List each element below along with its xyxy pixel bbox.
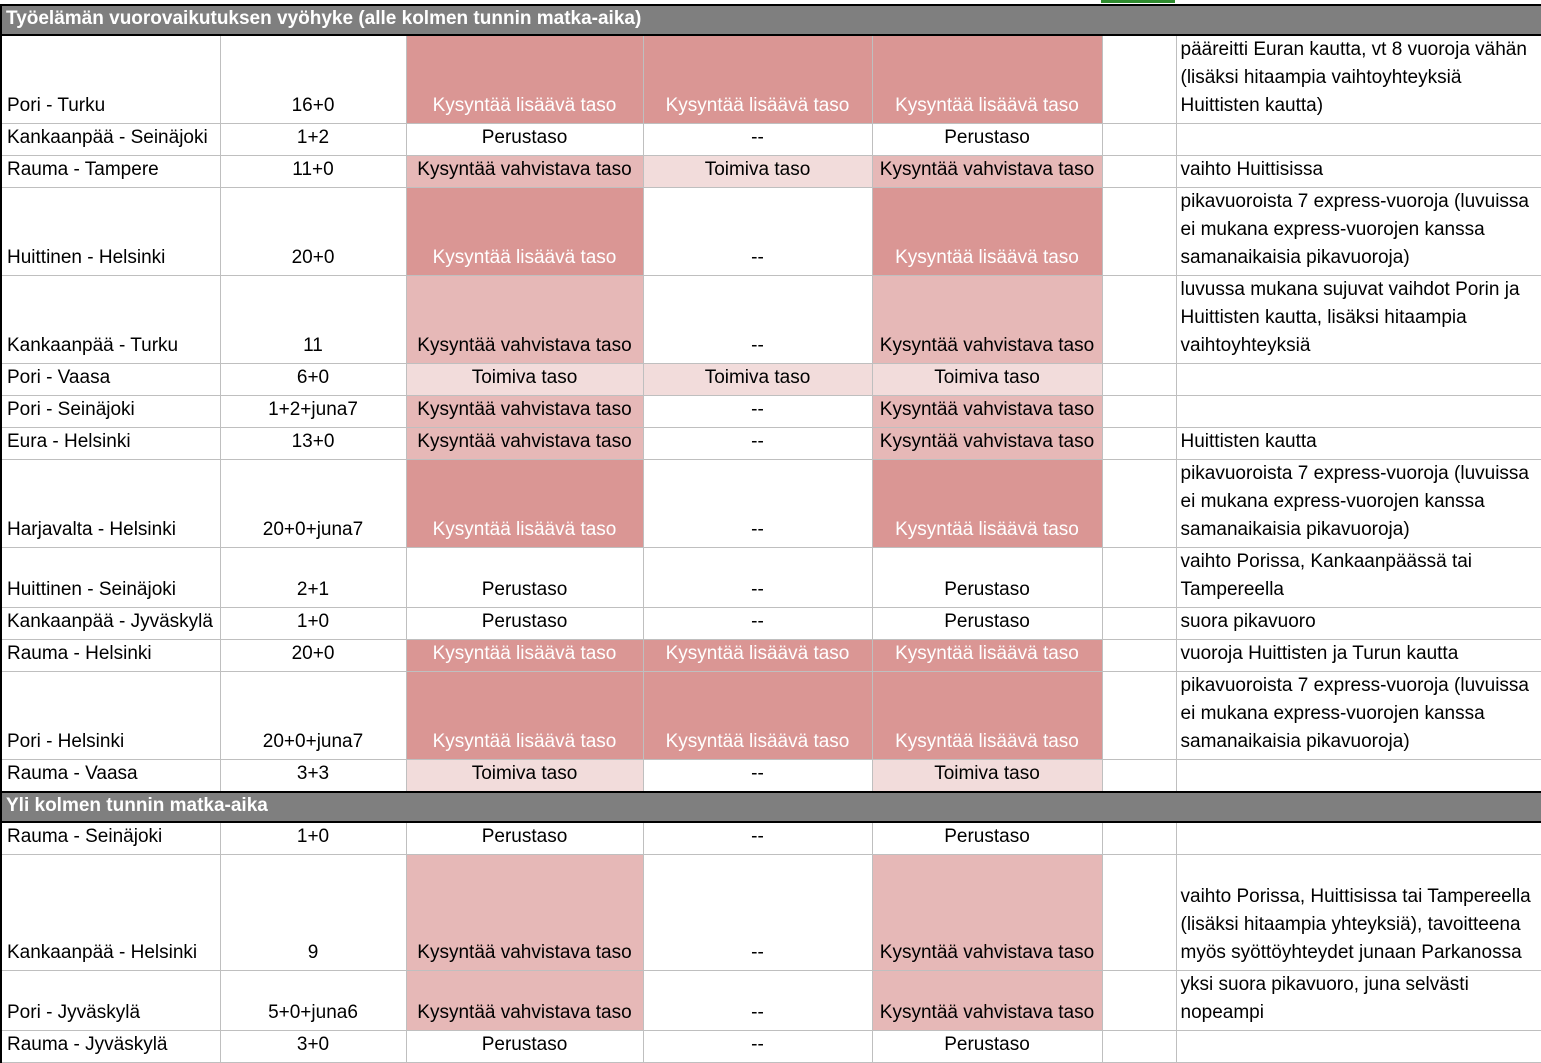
service-level-cell[interactable]: Kysyntää lisäävä taso bbox=[406, 672, 643, 760]
service-level-cell[interactable]: Kysyntää vahvistava taso bbox=[872, 396, 1102, 428]
service-level-cell[interactable]: Toimiva taso bbox=[406, 760, 643, 793]
service-level-cell[interactable]: -- bbox=[643, 608, 872, 640]
service-level-cell[interactable]: Toimiva taso bbox=[643, 364, 872, 396]
departures-count-cell[interactable]: 6+0 bbox=[220, 364, 406, 396]
service-level-cell[interactable]: Kysyntää lisäävä taso bbox=[643, 640, 872, 672]
note-cell[interactable]: vaihto Huittisissa bbox=[1176, 156, 1541, 188]
table-row bbox=[1, 35, 1541, 124]
route-cell[interactable]: Rauma - Seinäjoki bbox=[1, 822, 220, 855]
table-row bbox=[1, 156, 1541, 188]
departures-count-cell[interactable]: 1+0 bbox=[220, 822, 406, 855]
service-level-cell[interactable]: Perustaso bbox=[872, 822, 1102, 855]
empty-cell[interactable] bbox=[1102, 460, 1176, 548]
note-cell[interactable]: yksi suora pikavuoro, juna selvästi nopeampi bbox=[1176, 971, 1541, 1031]
empty-cell[interactable] bbox=[1102, 608, 1176, 640]
departures-count-cell[interactable]: 3+0 bbox=[220, 1031, 406, 1063]
empty-cell[interactable] bbox=[1102, 760, 1176, 793]
service-level-cell[interactable]: Perustaso bbox=[406, 822, 643, 855]
route-cell[interactable]: Kankaanpää - Seinäjoki bbox=[1, 124, 220, 156]
service-level-cell[interactable]: -- bbox=[643, 188, 872, 276]
service-level-cell[interactable]: Toimiva taso bbox=[872, 760, 1102, 793]
route-cell[interactable]: Pori - Jyväskylä bbox=[1, 971, 220, 1031]
empty-cell[interactable] bbox=[1102, 396, 1176, 428]
empty-cell[interactable] bbox=[1102, 276, 1176, 364]
service-level-cell[interactable]: Kysyntää lisäävä taso bbox=[643, 672, 872, 760]
route-cell[interactable]: Kankaanpää - Helsinki bbox=[1, 855, 220, 971]
route-cell[interactable]: Huittinen - Helsinki bbox=[1, 188, 220, 276]
note-cell[interactable] bbox=[1176, 760, 1541, 793]
service-level-cell[interactable]: Perustaso bbox=[872, 548, 1102, 608]
departures-count-cell[interactable]: 3+3 bbox=[220, 760, 406, 793]
section-header-row bbox=[1, 792, 1541, 822]
table-row bbox=[1, 855, 1541, 971]
empty-cell[interactable] bbox=[1102, 548, 1176, 608]
departures-count-cell[interactable]: 5+0+juna6 bbox=[220, 971, 406, 1031]
table-row bbox=[1, 971, 1541, 1031]
route-cell[interactable]: Rauma - Jyväskylä bbox=[1, 1031, 220, 1063]
note-cell[interactable] bbox=[1176, 364, 1541, 396]
service-level-cell[interactable]: Kysyntää lisäävä taso bbox=[406, 188, 643, 276]
service-level-cell[interactable]: -- bbox=[643, 548, 872, 608]
table-row bbox=[1, 124, 1541, 156]
note-cell[interactable]: luvussa mukana sujuvat vaihdot Porin ja Huittisten kautta, lisäksi hitaampia vaihtoyhteyksiä bbox=[1176, 276, 1541, 364]
note-cell[interactable]: Huittisten kautta bbox=[1176, 428, 1541, 460]
route-cell[interactable]: Eura - Helsinki bbox=[1, 428, 220, 460]
table-row bbox=[1, 276, 1541, 364]
table-row bbox=[1, 672, 1541, 760]
table-row bbox=[1, 1031, 1541, 1063]
departures-count-cell[interactable]: 1+0 bbox=[220, 608, 406, 640]
route-cell[interactable]: Rauma - Tampere bbox=[1, 156, 220, 188]
route-cell[interactable]: Rauma - Vaasa bbox=[1, 760, 220, 793]
section-header-row bbox=[1, 5, 1541, 35]
service-level-cell[interactable]: Kysyntää lisäävä taso bbox=[872, 460, 1102, 548]
departures-count-cell[interactable]: 11 bbox=[220, 276, 406, 364]
route-cell[interactable]: Rauma - Helsinki bbox=[1, 640, 220, 672]
empty-cell[interactable] bbox=[1102, 364, 1176, 396]
route-cell[interactable]: Kankaanpää - Turku bbox=[1, 276, 220, 364]
service-level-cell[interactable]: Kysyntää vahvistava taso bbox=[872, 156, 1102, 188]
departures-count-cell[interactable]: 13+0 bbox=[220, 428, 406, 460]
note-cell[interactable]: pääreitti Euran kautta, vt 8 vuoroja vähän (lisäksi hitaampia vaihtoyhteyksiä Huittisten kautta) bbox=[1176, 35, 1541, 124]
note-cell[interactable]: pikavuoroista 7 express-vuoroja (luvuissa ei mukana express-vuorojen kanssa samanaikaisia pikavuoroja) bbox=[1176, 672, 1541, 760]
service-level-cell[interactable]: Perustaso bbox=[406, 608, 643, 640]
service-level-cell[interactable]: Toimiva taso bbox=[643, 156, 872, 188]
service-level-cell[interactable]: Kysyntää lisäävä taso bbox=[872, 35, 1102, 124]
empty-cell[interactable] bbox=[1102, 855, 1176, 971]
note-cell[interactable] bbox=[1176, 396, 1541, 428]
departures-count-cell[interactable]: 20+0 bbox=[220, 640, 406, 672]
route-cell[interactable]: Kankaanpää - Jyväskylä bbox=[1, 608, 220, 640]
service-level-cell[interactable]: Kysyntää lisäävä taso bbox=[872, 672, 1102, 760]
service-level-cell[interactable]: Kysyntää vahvistava taso bbox=[406, 428, 643, 460]
table-row bbox=[1, 428, 1541, 460]
service-level-cell[interactable]: -- bbox=[643, 124, 872, 156]
departures-count-cell[interactable]: 20+0+juna7 bbox=[220, 460, 406, 548]
service-level-cell[interactable]: Perustaso bbox=[872, 1031, 1102, 1063]
service-level-cell[interactable]: -- bbox=[643, 971, 872, 1031]
service-level-cell[interactable]: Perustaso bbox=[872, 124, 1102, 156]
empty-cell[interactable] bbox=[1102, 971, 1176, 1031]
route-cell[interactable]: Harjavalta - Helsinki bbox=[1, 460, 220, 548]
empty-cell[interactable] bbox=[1102, 35, 1176, 124]
service-level-cell[interactable]: Kysyntää vahvistava taso bbox=[406, 971, 643, 1031]
service-level-cell[interactable]: -- bbox=[643, 822, 872, 855]
service-level-cell[interactable]: Toimiva taso bbox=[406, 364, 643, 396]
note-cell[interactable] bbox=[1176, 822, 1541, 855]
empty-cell[interactable] bbox=[1102, 640, 1176, 672]
selected-cell-indicator bbox=[1101, 0, 1175, 3]
service-level-cell[interactable]: Kysyntää lisäävä taso bbox=[406, 640, 643, 672]
route-cell[interactable]: Pori - Turku bbox=[1, 35, 220, 124]
service-level-cell[interactable]: Kysyntää vahvistava taso bbox=[406, 276, 643, 364]
service-level-cell[interactable]: -- bbox=[643, 1031, 872, 1063]
service-level-cell[interactable]: Toimiva taso bbox=[872, 364, 1102, 396]
departures-count-cell[interactable]: 9 bbox=[220, 855, 406, 971]
service-level-cell[interactable]: -- bbox=[643, 276, 872, 364]
table-row bbox=[1, 760, 1541, 793]
departures-count-cell[interactable]: 20+0 bbox=[220, 188, 406, 276]
route-cell[interactable]: Pori - Vaasa bbox=[1, 364, 220, 396]
route-cell[interactable]: Pori - Helsinki bbox=[1, 672, 220, 760]
table-row bbox=[1, 608, 1541, 640]
route-cell[interactable]: Huittinen - Seinäjoki bbox=[1, 548, 220, 608]
note-cell[interactable]: vuoroja Huittisten ja Turun kautta bbox=[1176, 640, 1541, 672]
note-cell[interactable] bbox=[1176, 1031, 1541, 1063]
service-level-cell[interactable]: -- bbox=[643, 855, 872, 971]
note-cell[interactable] bbox=[1176, 124, 1541, 156]
note-cell[interactable]: vaihto Porissa, Kankaanpäässä tai Tampereella bbox=[1176, 548, 1541, 608]
service-level-cell[interactable]: Kysyntää vahvistava taso bbox=[406, 396, 643, 428]
service-level-cell[interactable]: -- bbox=[643, 760, 872, 793]
table-row bbox=[1, 460, 1541, 548]
table-row bbox=[1, 364, 1541, 396]
route-service-table bbox=[0, 4, 1541, 1063]
service-level-cell[interactable]: Perustaso bbox=[872, 608, 1102, 640]
empty-cell[interactable] bbox=[1102, 1031, 1176, 1063]
service-level-cell[interactable]: Kysyntää vahvistava taso bbox=[872, 971, 1102, 1031]
service-level-cell[interactable]: Perustaso bbox=[406, 548, 643, 608]
service-level-cell[interactable]: Kysyntää vahvistava taso bbox=[406, 156, 643, 188]
empty-cell[interactable] bbox=[1102, 672, 1176, 760]
table-row bbox=[1, 640, 1541, 672]
note-cell[interactable]: suora pikavuoro bbox=[1176, 608, 1541, 640]
table-row bbox=[1, 396, 1541, 428]
table-row bbox=[1, 822, 1541, 855]
service-level-cell[interactable]: Perustaso bbox=[406, 1031, 643, 1063]
service-level-cell[interactable]: Kysyntää lisäävä taso bbox=[643, 35, 872, 124]
service-level-cell[interactable]: Kysyntää lisäävä taso bbox=[872, 640, 1102, 672]
service-level-cell[interactable]: Kysyntää vahvistava taso bbox=[872, 428, 1102, 460]
note-cell[interactable]: vaihto Porissa, Huittisissa tai Tampereella (lisäksi hitaampia yhteyksiä), tavoitteena myös syöttöyhteydet junaan Parkanossa bbox=[1176, 855, 1541, 971]
service-level-cell[interactable]: -- bbox=[643, 428, 872, 460]
departures-count-cell[interactable]: 1+2+juna7 bbox=[220, 396, 406, 428]
departures-count-cell[interactable]: 16+0 bbox=[220, 35, 406, 124]
service-level-cell[interactable]: Perustaso bbox=[406, 124, 643, 156]
service-level-cell[interactable]: Kysyntää lisäävä taso bbox=[406, 460, 643, 548]
section-header[interactable]: Yli kolmen tunnin matka-aika bbox=[1, 792, 1541, 822]
service-level-cell[interactable]: Kysyntää vahvistava taso bbox=[872, 276, 1102, 364]
note-cell[interactable]: pikavuoroista 7 express-vuoroja (luvuissa ei mukana express-vuorojen kanssa samanaikaisia pikavuoroja) bbox=[1176, 188, 1541, 276]
empty-cell[interactable] bbox=[1102, 428, 1176, 460]
service-level-cell[interactable]: -- bbox=[643, 396, 872, 428]
service-level-cell[interactable]: Kysyntää vahvistava taso bbox=[406, 855, 643, 971]
table-row bbox=[1, 188, 1541, 276]
service-level-cell[interactable]: Kysyntää vahvistava taso bbox=[872, 855, 1102, 971]
service-level-cell[interactable]: Kysyntää lisäävä taso bbox=[406, 35, 643, 124]
service-level-cell[interactable]: -- bbox=[643, 460, 872, 548]
departures-count-cell[interactable]: 2+1 bbox=[220, 548, 406, 608]
service-level-cell[interactable]: Kysyntää lisäävä taso bbox=[872, 188, 1102, 276]
note-cell[interactable]: pikavuoroista 7 express-vuoroja (luvuissa ei mukana express-vuorojen kanssa samanaikaisia pikavuoroja) bbox=[1176, 460, 1541, 548]
empty-cell[interactable] bbox=[1102, 124, 1176, 156]
empty-cell[interactable] bbox=[1102, 188, 1176, 276]
departures-count-cell[interactable]: 11+0 bbox=[220, 156, 406, 188]
departures-count-cell[interactable]: 20+0+juna7 bbox=[220, 672, 406, 760]
empty-cell[interactable] bbox=[1102, 156, 1176, 188]
section-header[interactable]: Työelämän vuorovaikutuksen vyöhyke (alle kolmen tunnin matka-aika) bbox=[1, 5, 1541, 35]
departures-count-cell[interactable]: 1+2 bbox=[220, 124, 406, 156]
route-cell[interactable]: Pori - Seinäjoki bbox=[1, 396, 220, 428]
table-row bbox=[1, 548, 1541, 608]
empty-cell[interactable] bbox=[1102, 822, 1176, 855]
